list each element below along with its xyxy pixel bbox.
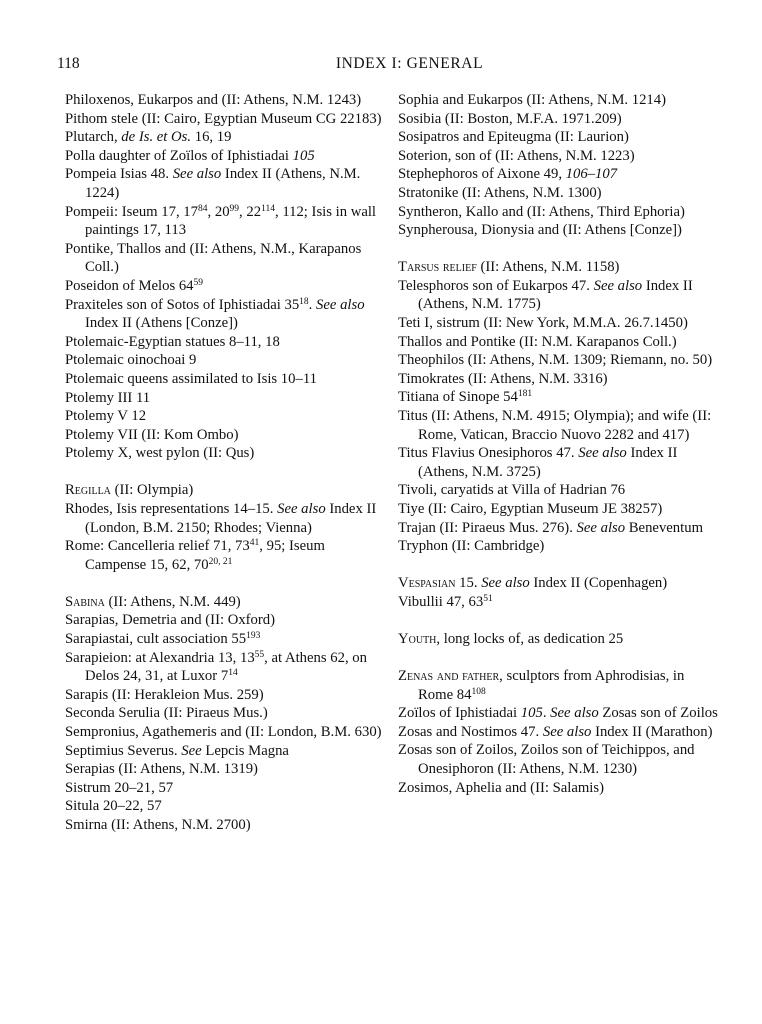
index-entry: Zosas son of Zoilos, Zoilos son of Teichippos, and Onesiphoron (II: Athens, N.M. 1230) xyxy=(398,742,695,777)
index-entry: Rome: Cancelleria relief 71, $73^{41}$, 95; Iseum Campense 15, 62, 70$^{20, 21}$ xyxy=(65,538,325,573)
index-entry: Pithom stele (II: Cairo, Egyptian Museum CG 22183) xyxy=(65,110,382,127)
index-entry: Polla daughter of Zoïlos of Iphistiadai 105 xyxy=(65,147,315,164)
index-entry: Tivoli, caryatids at Villa of Hadrian 76 xyxy=(398,482,626,499)
index-entry: Stephephoros of Aixone 49, 106–107 xyxy=(398,166,618,183)
index-entry: Thallos and Pontike (II: N.M. Karapanos Coll.) xyxy=(398,333,677,350)
index-entry: Sabina (II: Athens, N.M. 449) xyxy=(65,593,241,610)
index-entry: Vibullii 47, $63^{51}$ xyxy=(398,593,493,610)
index-entry: Zosimos, Aphelia and (II: Salamis) xyxy=(398,779,604,796)
section-gap xyxy=(398,556,720,575)
index-entry: Situla 20–22, 57 xyxy=(65,798,162,815)
index-column-left xyxy=(65,91,387,835)
index-column-right xyxy=(398,91,720,797)
index-entry: Titus (II: Athens, N.M. 4915; Olympia); and wife (II: Rome, Vatican, Braccio Nuovo 2282 and 417) xyxy=(398,408,712,443)
index-entry: Sarapieion: at Alexandria 13, $13^{55}$, at Athens 62, on Delos 24, 31, at Luxor $7^{14}$ xyxy=(65,649,367,685)
section-gap xyxy=(398,240,720,259)
index-entry: Timokrates (II: Athens, N.M. 3316) xyxy=(398,370,608,387)
page-header xyxy=(57,55,722,77)
index-entry: Teti I, sistrum (II: New York, M.M.A. 26.7.1450) xyxy=(398,315,688,332)
index-entry: Sarapiastai, cult association $55^{193}$ xyxy=(65,631,261,648)
page-number: 118 xyxy=(57,55,80,72)
index-entry: Ptolemy III 11 xyxy=(65,389,151,406)
index-entry: Rhodes, Isis representations 14–15. See also Index II (London, B.M. 2150; Rhodes; Vienna) xyxy=(65,500,377,536)
index-entry: Praxiteles son of Sotos of Iphistiadai $35^{18}$. See also Index II (Athens [Conze]) xyxy=(65,296,365,332)
index-entry: Septimius Severus. See Lepcis Magna xyxy=(65,742,289,759)
index-entry: Ptolemy X, west pylon (II: Qus) xyxy=(65,445,255,462)
index-entry: Plutarch, de Is. et Os. 16, 19 xyxy=(65,129,232,146)
index-entry: Regilla (II: Olympia) xyxy=(65,482,194,499)
index-entry: Titus Flavius Onesiphoros 47. See also Index II (Athens, N.M. 3725) xyxy=(398,445,678,480)
index-entry: Sarapias, Demetria and (II: Oxford) xyxy=(65,612,276,629)
index-entry: Theophilos (II: Athens, N.M. 1309; Riemann, no. 50) xyxy=(398,352,713,369)
index-entry: Trajan (II: Piraeus Mus. 276). See also Beneventum xyxy=(398,519,703,536)
index-entry: Sosipatros and Epiteugma (II: Laurion) xyxy=(398,129,629,146)
index-entry: Titiana of Sinope $54^{181}$ xyxy=(398,389,533,406)
index-entry: Sempronius, Agathemeris and (II: London, B.M. 630) xyxy=(65,724,382,740)
index-entry: Ptolemy V 12 xyxy=(65,408,147,425)
index-entry: Seconda Serulia (II: Piraeus Mus.) xyxy=(65,705,268,722)
section-gap xyxy=(65,463,387,482)
index-entry: Synpherousa, Dionysia and (II: Athens [Conze]) xyxy=(398,222,682,239)
index-entry: Youth, long locks of, as dedication 25 xyxy=(398,630,624,647)
index-entry: Stratonike (II: Athens, N.M. 1300) xyxy=(398,184,602,201)
index-entry: Sarapis (II: Herakleion Mus. 259) xyxy=(65,686,264,703)
index-entry: Sosibia (II: Boston, M.F.A. 1971.209) xyxy=(398,110,622,127)
index-entry: Sophia and Eukarpos (II: Athens, N.M. 1214) xyxy=(398,92,667,108)
index-entry: Pompeia Isias 48. See also Index II (Athens, N.M. 1224) xyxy=(65,166,361,201)
index-entry: Vespasian 15. See also Index II (Copenhagen) xyxy=(398,575,668,592)
index-entry: Tarsus relief (II: Athens, N.M. 1158) xyxy=(398,259,620,276)
index-entry: Zoïlos of Iphistiadai 105. See also Zosas son of Zoilos xyxy=(398,705,718,722)
index-entry: Zosas and Nostimos 47. See also Index II (Marathon) xyxy=(398,723,713,740)
index-entry: Ptolemy VII (II: Kom Ombo) xyxy=(65,426,239,443)
index-entry: Soterion, son of (II: Athens, N.M. 1223) xyxy=(398,147,635,164)
index-entry: Tiye (II: Cairo, Egyptian Museum JE 38257) xyxy=(398,500,663,517)
index-entry: Pompeii: Iseum 17, $17^{84}$, $20^{99}$, $22^{114}$, 112; Isis in wall paintings 17, 113 xyxy=(65,203,377,239)
index-entry: Smirna (II: Athens, N.M. 2700) xyxy=(65,816,251,833)
index-entry: Ptolemaic-Egyptian statues 8–11, 18 xyxy=(65,333,280,350)
index-entry: Zenas and father, sculptors from Aphrodisias, in Rome $84^{108}$ xyxy=(398,668,685,703)
index-entry: Telesphoros son of Eukarpos 47. See also Index II (Athens, N.M. 1775) xyxy=(398,277,693,313)
index-entry: Philoxenos, Eukarpos and (II: Athens, N.M. 1243) xyxy=(65,92,362,108)
index-entry: Ptolemaic oinochoai 9 xyxy=(65,352,197,369)
index-entry: Tryphon (II: Cambridge) xyxy=(398,538,545,555)
index-entry: Sistrum 20–21, 57 xyxy=(65,779,174,796)
index-entry: Syntheron, Kallo and (II: Athens, Third Ephoria) xyxy=(398,203,685,220)
section-gap xyxy=(65,574,387,593)
index-entry: Pontike, Thallos and (II: Athens, N.M., Karapanos Coll.) xyxy=(65,240,362,276)
index-entry: Serapias (II: Athens, N.M. 1319) xyxy=(65,761,258,778)
running-title: INDEX I: GENERAL xyxy=(335,55,484,72)
index-entry: Poseidon of Melos $64^{59}$ xyxy=(65,277,204,294)
index-entry: Ptolemaic queens assimilated to Isis 10–11 xyxy=(65,370,317,387)
section-gap xyxy=(398,611,720,630)
section-gap xyxy=(398,649,720,668)
